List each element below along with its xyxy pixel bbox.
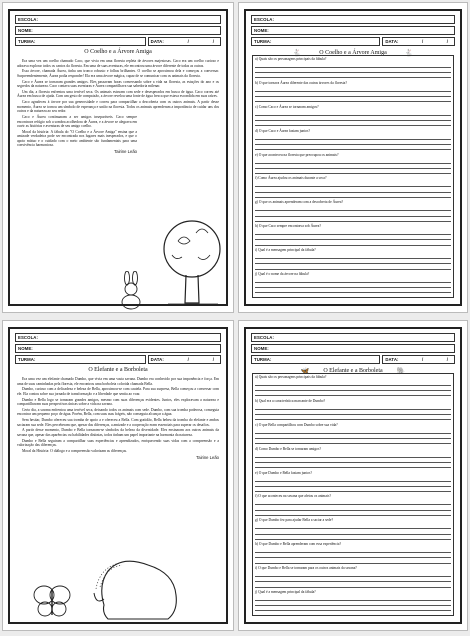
question-item bbox=[253, 398, 453, 422]
answer-line[interactable] bbox=[255, 72, 451, 73]
story-paragraph: Era uma vez um elefante chamado Dumbo, que vivia em uma vasta savana. Dumbo era conhecido por sua imponência e força. Em uma de suas caminhadas pela floresta, ele encontrou uma borboleta colorida chamada Bella. bbox=[17, 377, 219, 386]
moral-paragraph: Moral da história: A fábula do "O Coelho e a Árvore Amiga" ensina que a amizade verdadeira pode ser encontrada nos lugares mais inesperados, e que o apoio mútuo e o cuidado com o meio ambiente são fundamentais para uma convivência harmoniosa. bbox=[17, 129, 137, 148]
question-item bbox=[253, 493, 453, 517]
answer-line[interactable] bbox=[255, 414, 451, 415]
question-item bbox=[253, 541, 453, 565]
class-field[interactable]: TURMA: bbox=[15, 355, 146, 364]
answer-line[interactable] bbox=[255, 486, 451, 487]
story-paragraph: Um dia, a floresta enfrentou uma terrível seca. Os animais estavam com sede e desesperados em busca de água. Caco correu até Áurea em busca de ajuda. Com um gesto de compaixão, a árvore revelou uma fonte de água fresca que estava escondida em suas raízes. bbox=[17, 89, 219, 99]
student-header bbox=[251, 333, 455, 364]
student-header bbox=[15, 15, 221, 46]
answer-line[interactable] bbox=[255, 139, 451, 140]
answer-line[interactable] bbox=[255, 234, 451, 235]
question-item bbox=[253, 470, 453, 494]
answer-line[interactable] bbox=[255, 144, 451, 145]
page-frame bbox=[8, 327, 228, 624]
question-text: g) O que Dumbo fez para ajudar Bella a saciar a sede? bbox=[255, 518, 334, 523]
answer-line[interactable] bbox=[255, 576, 451, 577]
rabbit-icon: 🐇 bbox=[404, 49, 414, 57]
question-text: c) O que Bella compartilhou com Dumbo sobre sua vida? bbox=[255, 422, 338, 427]
answer-line[interactable] bbox=[255, 269, 451, 270]
question-text: g) O que os animais aprenderam com a descoberta de Áurea? bbox=[255, 200, 344, 205]
question-item bbox=[253, 175, 453, 199]
name-field[interactable]: NOME: bbox=[15, 26, 221, 35]
answer-line[interactable] bbox=[255, 515, 451, 516]
question-item bbox=[253, 589, 453, 613]
answer-line[interactable] bbox=[255, 125, 451, 126]
answer-line[interactable] bbox=[255, 557, 451, 558]
answer-line[interactable] bbox=[255, 462, 451, 463]
answer-line[interactable] bbox=[255, 491, 451, 492]
answer-line[interactable] bbox=[255, 173, 451, 174]
question-text: i) Qual é a mensagem principal da fábula? bbox=[255, 248, 316, 253]
question-text: f) O que aconteceu na savana que afetou os animais? bbox=[255, 494, 331, 499]
question-item bbox=[253, 247, 453, 271]
story-paragraph: Certo dia, a savana enfrentou uma terrível seca, deixando todos os animais com sede. Dumbo, com sua tromba poderosa, conseguia encontrar um pequeno poço de água. Porém, Bella, com suas asas frágeis, não conseguia alcançar a água. bbox=[17, 407, 219, 417]
answer-line[interactable] bbox=[255, 409, 451, 410]
author-signature: Tairine Leão bbox=[114, 148, 137, 154]
answer-line[interactable] bbox=[255, 120, 451, 121]
question-text: d) O que Caco e Áurea faziam juntos? bbox=[255, 128, 310, 133]
question-item bbox=[253, 80, 453, 104]
answer-line[interactable] bbox=[255, 245, 451, 246]
answer-line[interactable] bbox=[255, 292, 451, 293]
answer-line[interactable] bbox=[255, 438, 451, 439]
answer-line[interactable] bbox=[255, 287, 451, 288]
class-field[interactable]: TURMA: bbox=[251, 37, 380, 46]
answer-line[interactable] bbox=[255, 216, 451, 217]
answer-line[interactable] bbox=[255, 510, 451, 511]
answer-line[interactable] bbox=[255, 163, 451, 164]
answer-line[interactable] bbox=[255, 395, 451, 396]
answer-line[interactable] bbox=[255, 91, 451, 92]
question-item bbox=[253, 374, 453, 398]
questions-box bbox=[252, 55, 454, 298]
story-paragraph: Era uma vez um coelho chamado Caco, que vivia em uma floresta repleta de árvores majestosas. Caco era um coelho curioso e adorava explorar todos os cantos da floresta. Em uma de suas aventuras, ele encontrou uma árvore diferente de todas as outras. bbox=[17, 59, 219, 68]
answer-line[interactable] bbox=[255, 481, 451, 482]
answer-line[interactable] bbox=[255, 600, 451, 601]
elephant-illustration bbox=[90, 559, 190, 625]
story-paragraph: Caco e Áurea continuaram a ser amigos inseparáveis. Caco sempre encontrava refúgio sob a sombra acolhedora de Áurea, e a árvore se alegrava em ouvir as histórias e aventuras de seu amigo coelho. bbox=[17, 114, 137, 129]
answer-line[interactable] bbox=[255, 77, 451, 78]
answer-line[interactable] bbox=[255, 149, 451, 150]
moral-paragraph: Moral da História: O diálogo e a compreensão valorizam as diferenças. bbox=[22, 448, 127, 453]
answer-line[interactable] bbox=[255, 534, 451, 535]
question-item bbox=[253, 446, 453, 470]
page-card-coelho-story bbox=[2, 2, 234, 313]
question-item bbox=[253, 56, 453, 80]
answer-line[interactable] bbox=[255, 504, 451, 505]
question-text: a) Quais são os personagens principais da fábula? bbox=[255, 375, 327, 379]
story-text bbox=[17, 377, 219, 460]
answer-line[interactable] bbox=[255, 581, 451, 582]
date-field[interactable]: DATA: / / bbox=[148, 37, 221, 46]
questions-box bbox=[252, 373, 454, 616]
question-text: j) Qual é a mensagem principal da fábula? bbox=[255, 590, 316, 595]
question-text: h) O que Dumbo e Bella aprenderam com essa experiência? bbox=[255, 542, 342, 547]
answer-line[interactable] bbox=[255, 457, 451, 458]
worksheet-title: O Coelho e a Árvore Amiga bbox=[319, 50, 387, 56]
answer-line[interactable] bbox=[255, 385, 451, 386]
story-paragraph: Dumbo e Bella seguiram a compartilhar suas experiências e aprendizados, enriquecendo suas vidas com a compreensão e a valorização das diferenças. bbox=[17, 438, 219, 448]
question-item bbox=[253, 422, 453, 446]
page-frame bbox=[244, 327, 462, 624]
story-paragraph: Essa árvore, chamada Áurea, tinha um tronco robusto e folhas brilhantes. O coelho se aproximou dela e começou a conversar. Surpreendentemente, Áurea podia responder! Ela era uma árvore mágica, capaz de se comunicar com os animais da floresta. bbox=[17, 69, 219, 78]
story-paragraph: Dumbo, curioso com a delicadeza e beleza de Bella, aproximou-se com cautela. Para sua surpresa, Bella começou a conversar com ele. Ela contou sobre sua jornada de transformação e a liberdade que sentia ao voar. bbox=[17, 387, 219, 396]
answer-line[interactable] bbox=[255, 115, 451, 116]
answer-line[interactable] bbox=[255, 258, 451, 259]
author-signature: Tairine Leão bbox=[196, 454, 219, 460]
question-item bbox=[253, 128, 453, 152]
question-text: e) O que Dumbo e Bella faziam juntos? bbox=[255, 470, 312, 475]
story-title: O Elefante e a Borboleta bbox=[88, 367, 148, 373]
answer-line[interactable] bbox=[255, 539, 451, 540]
question-item bbox=[253, 223, 453, 247]
question-text: i) O que Dumbo e Bella se tornaram para os outros animais da savana? bbox=[255, 566, 357, 571]
answer-line[interactable] bbox=[255, 552, 451, 553]
answer-line[interactable] bbox=[255, 101, 451, 102]
answer-line[interactable] bbox=[255, 210, 451, 211]
story-title: O Coelho e a Árvore Amiga bbox=[84, 49, 152, 55]
answer-line[interactable] bbox=[255, 96, 451, 97]
elephant-icon: 🐘 bbox=[396, 367, 406, 375]
student-header bbox=[15, 333, 221, 364]
story-paragraph: Sem hesitar, Dumbo ofereceu sua tromba de apoio a e ofereceu a Bella. Com gratidão, Bella bebeu da tromba do elefante e ambos saciaram sua sede. Eles perceberam que, apesar das diferenças, a amizade e a cooperação eram essenciais para superar os desafios. bbox=[17, 418, 219, 427]
tree-illustration bbox=[158, 219, 226, 309]
answer-line[interactable] bbox=[255, 221, 451, 222]
page-card-elefante-questions bbox=[238, 320, 468, 631]
question-item bbox=[253, 517, 453, 541]
story-paragraph: Caco agradeceu à árvore por sua generosidade e correu para compartilhar a descoberta com os outros animais. A partir desse momento, Áurea se tornou um símbolo de esperança e união na floresta. Todos os animais aprenderam a importância de cuidar uns dos outros e da natureza ao seu redor. bbox=[17, 100, 219, 114]
answer-line[interactable] bbox=[255, 563, 451, 564]
school-field[interactable]: ESCOLA: bbox=[15, 15, 221, 24]
question-text: h) O que Caco sempre encontrava sob Áurea? bbox=[255, 224, 321, 229]
answer-line[interactable] bbox=[255, 282, 451, 283]
question-item bbox=[253, 199, 453, 223]
date-field[interactable]: DATA: / / bbox=[148, 355, 221, 364]
answer-line[interactable] bbox=[255, 192, 451, 193]
school-field[interactable]: ESCOLA: bbox=[15, 333, 221, 342]
student-header bbox=[251, 15, 455, 46]
class-field[interactable]: TURMA: bbox=[251, 355, 380, 364]
rabbit-icon: 🐇 bbox=[292, 49, 302, 57]
question-item bbox=[253, 271, 453, 295]
answer-line[interactable] bbox=[255, 67, 451, 68]
answer-line[interactable] bbox=[255, 239, 451, 240]
question-item bbox=[253, 152, 453, 176]
question-item bbox=[253, 104, 453, 128]
date-field[interactable]: DATA: / / bbox=[382, 37, 455, 46]
question-text: j) Qual é o nome da árvore na fábula? bbox=[255, 272, 310, 277]
page-card-elefante-story bbox=[2, 320, 234, 631]
question-text: d) Como Dumbo e Bella se tornaram amigos? bbox=[255, 446, 321, 451]
question-text: b) O que tornava Áurea diferente das outras árvores da floresta? bbox=[255, 80, 347, 85]
answer-line[interactable] bbox=[255, 419, 451, 420]
answer-line[interactable] bbox=[255, 605, 451, 606]
name-field[interactable]: NOME: bbox=[15, 344, 221, 353]
question-text: e) O que aconteceu na floresta que preocupou os animais? bbox=[255, 152, 339, 157]
answer-line[interactable] bbox=[255, 587, 451, 588]
date-field[interactable]: DATA: / / bbox=[382, 355, 455, 364]
class-field[interactable]: TURMA: bbox=[15, 37, 146, 46]
answer-line[interactable] bbox=[255, 263, 451, 264]
answer-line[interactable] bbox=[255, 443, 451, 444]
story-text bbox=[17, 59, 219, 155]
answer-line[interactable] bbox=[255, 433, 451, 434]
page-frame bbox=[8, 9, 228, 306]
school-field[interactable]: ESCOLA: bbox=[251, 333, 455, 342]
question-text: a) Quais são os personagens principais da fábula? bbox=[255, 57, 327, 61]
answer-line[interactable] bbox=[255, 390, 451, 391]
name-field[interactable]: NOME: bbox=[251, 26, 455, 35]
answer-line[interactable] bbox=[255, 168, 451, 169]
question-text: f) Como Áurea ajudou os animais durante a seca? bbox=[255, 176, 327, 181]
answer-line[interactable] bbox=[255, 197, 451, 198]
name-field[interactable]: NOME: bbox=[251, 344, 455, 353]
answer-line[interactable] bbox=[255, 467, 451, 468]
school-field[interactable]: ESCOLA: bbox=[251, 15, 455, 24]
page-frame bbox=[244, 9, 462, 306]
butterfly-icon: 🦋 bbox=[300, 367, 310, 375]
story-paragraph: Caco e Áurea se tornaram grandes amigos. Eles passavam horas conversando sobre a vida na floresta, as estações do ano e os segredos da natureza. Caco contava suas aventuras e Áurea compartilhava sua sabedoria milenar. bbox=[17, 79, 219, 89]
answer-line[interactable] bbox=[255, 186, 451, 187]
answer-line[interactable] bbox=[255, 610, 451, 611]
story-paragraph: A partir desse momento, Dumbo e Bella tornaram-se símbolos da beleza da diversidade. Eles ensinaram aos outros animais da savana que, apesar das aparências ou habilidades distintas, todos tinham um papel importante na harmonia da natureza. bbox=[17, 428, 219, 437]
story-paragraph: Dumbo e Bella logo se tornaram grandes amigos, mesmo com suas diferenças evidentes. Juntos, eles exploravam a natureza e compartilhavam suas perspectivas únicas sobre a vida na savana. bbox=[17, 397, 219, 407]
rabbit-illustration bbox=[114, 271, 150, 311]
answer-line[interactable] bbox=[255, 528, 451, 529]
question-text: c) Como Caco e Áurea se tornaram amigos? bbox=[255, 104, 319, 109]
worksheet-title: O Elefante e a Borboleta bbox=[323, 368, 383, 374]
butterfly-illustration bbox=[32, 583, 72, 619]
question-item bbox=[253, 565, 453, 589]
question-text: b) Qual era a característica marcante de Dumbo? bbox=[255, 398, 326, 403]
page-card-coelho-questions bbox=[238, 2, 468, 313]
